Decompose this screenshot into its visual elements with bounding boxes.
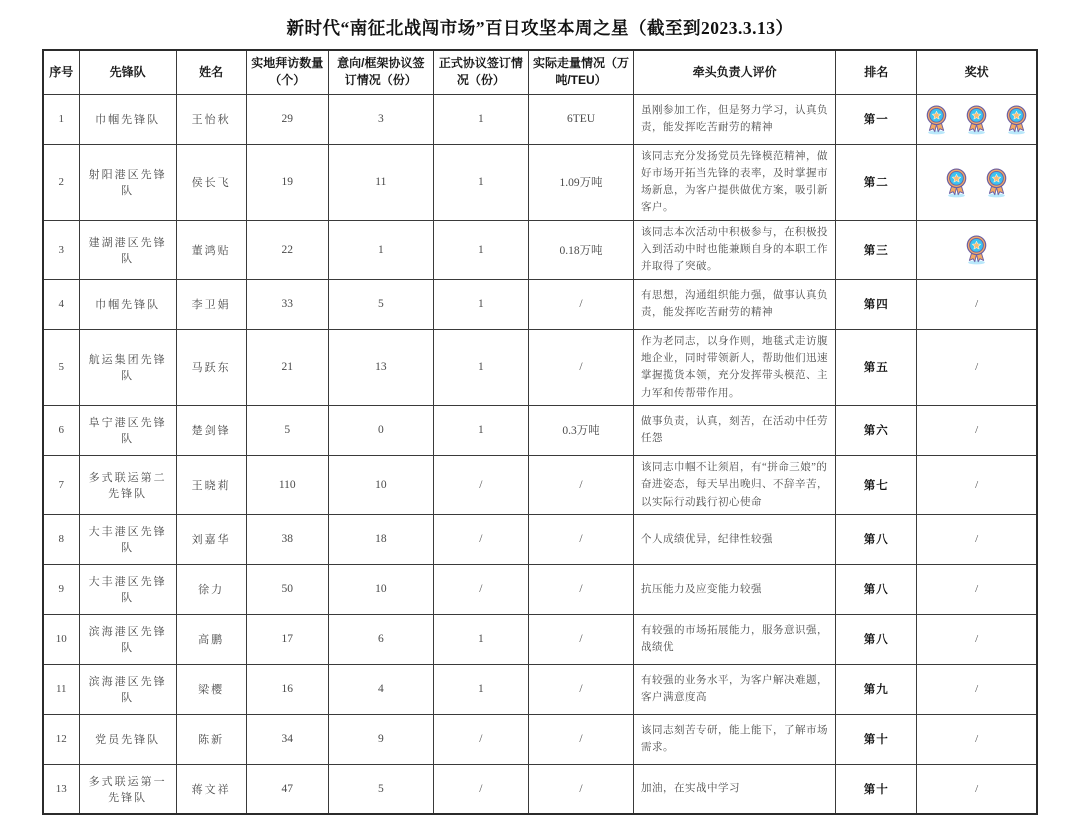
header-serial: 序号 [43, 50, 79, 94]
cell-award: / [917, 329, 1037, 405]
table-row [43, 764, 1037, 814]
cell-award: / [917, 564, 1037, 614]
cell-evaluation: 做事负责，认真，刻苦，在活动中任劳任怨 [634, 405, 836, 455]
cell-visits: 19 [246, 144, 328, 220]
cell-award: / [917, 279, 1037, 329]
medal-icon [983, 167, 1010, 198]
cell-volume: / [528, 279, 633, 329]
cell-volume: / [528, 514, 633, 564]
cell-name: 董鸿贴 [176, 220, 246, 279]
medal-icon [923, 104, 950, 135]
header-intent-agreements: 意向/框架协议签订情况（份） [328, 50, 433, 94]
cell-name: 蒋文祥 [176, 764, 246, 814]
cell-award: / [917, 714, 1037, 764]
cell-serial: 1 [43, 94, 79, 144]
page-title: 新时代“南征北战闯市场”百日攻坚本周之星（截至到2023.3.13） [286, 18, 794, 38]
cell-visits: 38 [246, 514, 328, 564]
cell-team: 巾帼先锋队 [79, 94, 176, 144]
cell-formal-agreements: 1 [433, 664, 528, 714]
cell-award: / [917, 614, 1037, 664]
cell-team: 巾帼先锋队 [79, 279, 176, 329]
cell-visits: 29 [246, 94, 328, 144]
cell-rank: 第十 [836, 714, 917, 764]
cell-evaluation: 作为老同志，以身作则，地毯式走访腹地企业，同时带领新人，帮助他们迅速掌握揽货本领，充分发挥带头模范、主力军和传帮带作用。 [634, 329, 836, 405]
cell-team: 射阳港区先锋队 [79, 144, 176, 220]
cell-evaluation: 有较强的市场拓展能力，服务意识强，战绩优 [634, 614, 836, 664]
header-award: 奖状 [917, 50, 1037, 94]
cell-serial: 11 [43, 664, 79, 714]
cell-evaluation: 个人成绩优异，纪律性较强 [634, 514, 836, 564]
cell-rank: 第九 [836, 664, 917, 714]
cell-serial: 9 [43, 564, 79, 614]
cell-name: 陈新 [176, 714, 246, 764]
table-row [43, 405, 1037, 455]
cell-serial: 12 [43, 714, 79, 764]
cell-visits: 110 [246, 455, 328, 514]
cell-intent-agreements: 1 [328, 220, 433, 279]
table-row [43, 144, 1037, 220]
cell-team: 大丰港区先锋队 [79, 514, 176, 564]
header-volume: 实际走量情况（万吨/TEU） [528, 50, 633, 94]
table-container [42, 49, 1038, 815]
cell-volume: 0.18万吨 [528, 220, 633, 279]
cell-visits: 5 [246, 405, 328, 455]
cell-award [917, 94, 1037, 144]
cell-volume: / [528, 714, 633, 764]
table-header [43, 50, 1037, 94]
cell-serial: 10 [43, 614, 79, 664]
cell-serial: 4 [43, 279, 79, 329]
cell-award: / [917, 405, 1037, 455]
cell-rank: 第六 [836, 405, 917, 455]
cell-evaluation: 该同志刻苦专研，能上能下，了解市场需求。 [634, 714, 836, 764]
cell-name: 楚剑锋 [176, 405, 246, 455]
medal-group [918, 234, 1035, 265]
cell-award: / [917, 514, 1037, 564]
table-row [43, 614, 1037, 664]
cell-volume: / [528, 564, 633, 614]
cell-intent-agreements: 13 [328, 329, 433, 405]
cell-formal-agreements: / [433, 514, 528, 564]
cell-serial: 7 [43, 455, 79, 514]
cell-formal-agreements: / [433, 764, 528, 814]
header-rank: 排名 [836, 50, 917, 94]
cell-evaluation: 该同志本次活动中积极参与，在积极投入到活动中时也能兼顾自身的本职工作并取得了突破。 [634, 220, 836, 279]
cell-visits: 22 [246, 220, 328, 279]
cell-serial: 2 [43, 144, 79, 220]
cell-rank: 第四 [836, 279, 917, 329]
cell-formal-agreements: 1 [433, 329, 528, 405]
cell-volume: / [528, 329, 633, 405]
cell-name: 梁樱 [176, 664, 246, 714]
cell-intent-agreements: 10 [328, 564, 433, 614]
cell-team: 阜宁港区先锋队 [79, 405, 176, 455]
cell-volume: 0.3万吨 [528, 405, 633, 455]
cell-visits: 47 [246, 764, 328, 814]
cell-evaluation: 加油，在实战中学习 [634, 764, 836, 814]
cell-serial: 3 [43, 220, 79, 279]
medal-icon [963, 234, 990, 265]
medal-group [918, 104, 1035, 135]
table-row [43, 664, 1037, 714]
table-row [43, 279, 1037, 329]
cell-intent-agreements: 0 [328, 405, 433, 455]
cell-formal-agreements: 1 [433, 614, 528, 664]
cell-intent-agreements: 6 [328, 614, 433, 664]
cell-serial: 6 [43, 405, 79, 455]
table-row [43, 329, 1037, 405]
cell-name: 马跃东 [176, 329, 246, 405]
medal-icon [963, 104, 990, 135]
cell-visits: 50 [246, 564, 328, 614]
cell-formal-agreements: 1 [433, 405, 528, 455]
table-row [43, 220, 1037, 279]
header-team: 先锋队 [79, 50, 176, 94]
cell-visits: 16 [246, 664, 328, 714]
cell-name: 王晓莉 [176, 455, 246, 514]
cell-team: 航运集团先锋队 [79, 329, 176, 405]
cell-award: / [917, 455, 1037, 514]
cell-team: 多式联运第一先锋队 [79, 764, 176, 814]
table-row [43, 94, 1037, 144]
cell-evaluation: 有思想，沟通组织能力强，做事认真负责，能发挥吃苦耐劳的精神 [634, 279, 836, 329]
cell-intent-agreements: 18 [328, 514, 433, 564]
cell-team: 党员先锋队 [79, 714, 176, 764]
cell-intent-agreements: 5 [328, 764, 433, 814]
cell-evaluation: 有较强的业务水平，为客户解决难题，客户满意度高 [634, 664, 836, 714]
cell-rank: 第八 [836, 564, 917, 614]
cell-name: 王怡秋 [176, 94, 246, 144]
medal-icon [1003, 104, 1030, 135]
cell-rank: 第五 [836, 329, 917, 405]
cell-name: 刘嘉华 [176, 514, 246, 564]
cell-team: 多式联运第二先锋队 [79, 455, 176, 514]
cell-name: 徐力 [176, 564, 246, 614]
cell-formal-agreements: 1 [433, 94, 528, 144]
table-row [43, 564, 1037, 614]
cell-formal-agreements: / [433, 455, 528, 514]
cell-serial: 5 [43, 329, 79, 405]
cell-evaluation: 该同志巾帼不让须眉，有“拼命三娘”的奋进姿态，每天早出晚归、不辞辛苦，以实际行动践行初心使命 [634, 455, 836, 514]
cell-intent-agreements: 3 [328, 94, 433, 144]
cell-formal-agreements: / [433, 714, 528, 764]
cell-rank: 第一 [836, 94, 917, 144]
cell-team: 滨海港区先锋队 [79, 664, 176, 714]
header-row [43, 50, 1037, 94]
cell-volume: 1.09万吨 [528, 144, 633, 220]
header-name: 姓名 [176, 50, 246, 94]
cell-formal-agreements: 1 [433, 279, 528, 329]
cell-rank: 第七 [836, 455, 917, 514]
table-row [43, 514, 1037, 564]
header-formal-agreements: 正式协议签订情况（份） [433, 50, 528, 94]
cell-volume: / [528, 664, 633, 714]
weekly-star-table [42, 49, 1038, 815]
cell-award [917, 144, 1037, 220]
cell-name: 侯长飞 [176, 144, 246, 220]
cell-evaluation: 抗压能力及应变能力较强 [634, 564, 836, 614]
cell-formal-agreements: 1 [433, 220, 528, 279]
header-evaluation: 牵头负责人评价 [634, 50, 836, 94]
cell-rank: 第二 [836, 144, 917, 220]
cell-rank: 第十 [836, 764, 917, 814]
cell-team: 建湖港区先锋队 [79, 220, 176, 279]
cell-team: 滨海港区先锋队 [79, 614, 176, 664]
cell-formal-agreements: 1 [433, 144, 528, 220]
cell-visits: 21 [246, 329, 328, 405]
cell-evaluation: 虽刚参加工作，但是努力学习，认真负责，能发挥吃苦耐劳的精神 [634, 94, 836, 144]
cell-rank: 第八 [836, 514, 917, 564]
medal-group [918, 167, 1035, 198]
cell-intent-agreements: 11 [328, 144, 433, 220]
cell-volume: 6TEU [528, 94, 633, 144]
cell-formal-agreements: / [433, 564, 528, 614]
cell-intent-agreements: 10 [328, 455, 433, 514]
cell-visits: 34 [246, 714, 328, 764]
cell-intent-agreements: 9 [328, 714, 433, 764]
table-row [43, 714, 1037, 764]
cell-volume: / [528, 764, 633, 814]
table-row [43, 455, 1037, 514]
cell-rank: 第三 [836, 220, 917, 279]
cell-serial: 8 [43, 514, 79, 564]
header-visits: 实地拜访数量（个） [246, 50, 328, 94]
cell-rank: 第八 [836, 614, 917, 664]
cell-award [917, 220, 1037, 279]
cell-volume: / [528, 614, 633, 664]
cell-award: / [917, 664, 1037, 714]
cell-serial: 13 [43, 764, 79, 814]
medal-icon [943, 167, 970, 198]
cell-award: / [917, 764, 1037, 814]
cell-name: 高鹏 [176, 614, 246, 664]
cell-visits: 17 [246, 614, 328, 664]
table-body [43, 94, 1037, 814]
cell-intent-agreements: 4 [328, 664, 433, 714]
cell-volume: / [528, 455, 633, 514]
cell-intent-agreements: 5 [328, 279, 433, 329]
cell-team: 大丰港区先锋队 [79, 564, 176, 614]
cell-name: 李卫娟 [176, 279, 246, 329]
cell-evaluation: 该同志充分发扬党员先锋模范精神，做好市场开拓当先锋的表率，及时掌握市场新息，为客户提供做优方案，吸引新客户。 [634, 144, 836, 220]
cell-visits: 33 [246, 279, 328, 329]
